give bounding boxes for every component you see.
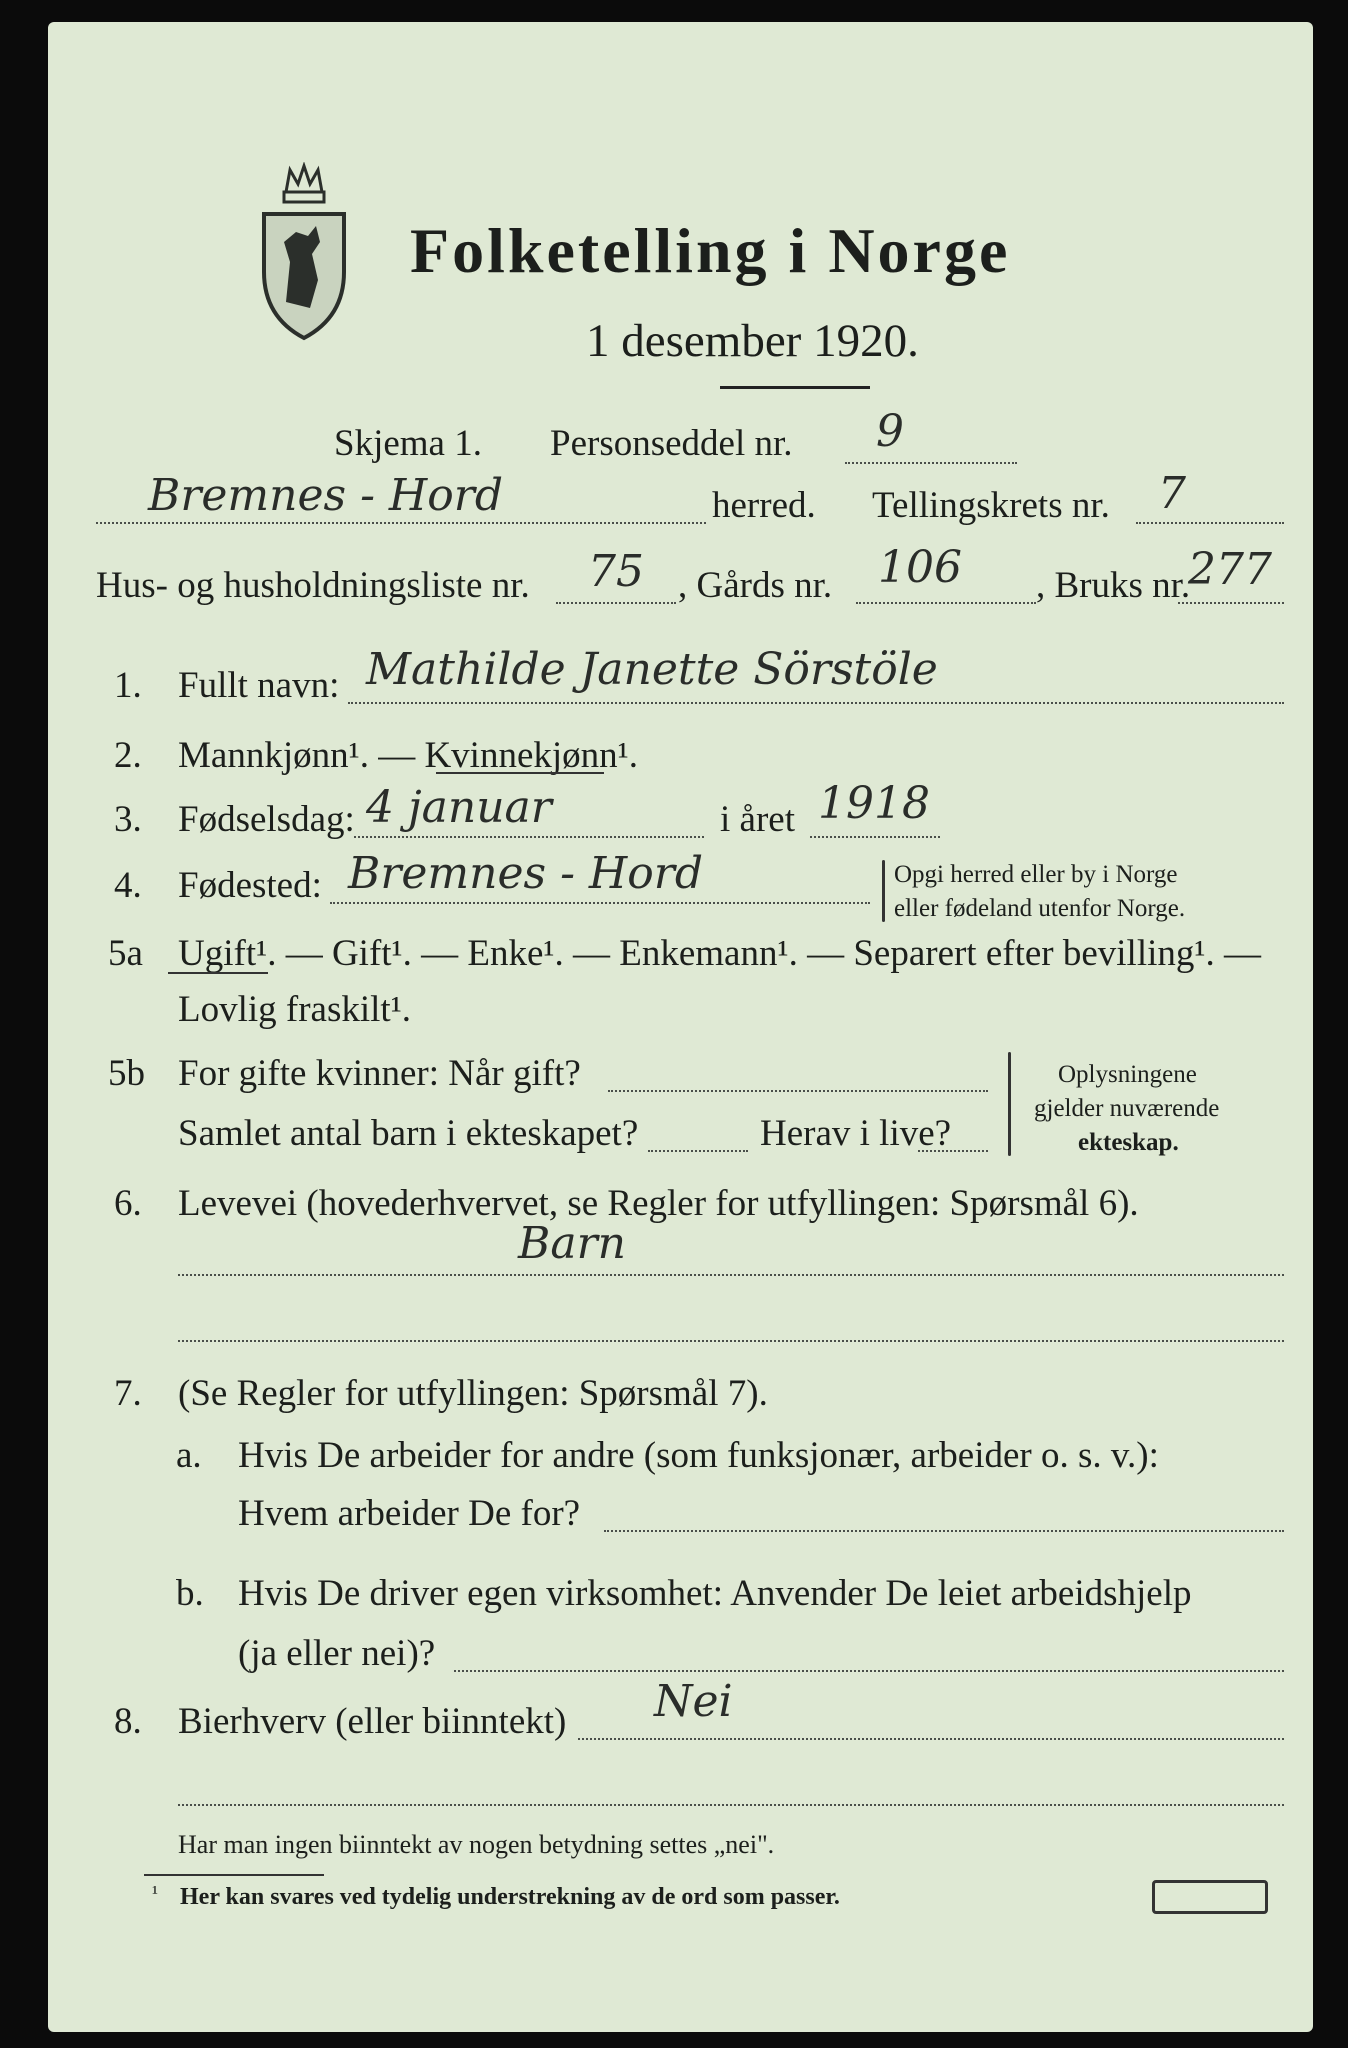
employer-field[interactable] [604,1530,1284,1532]
q7-number: 7. [114,1373,142,1414]
herred-label: herred. [712,485,816,526]
q5a-options-line2: Lovlig fraskilt¹. [178,989,412,1030]
occupation-field[interactable] [178,1274,1284,1276]
full-name-field[interactable] [348,702,1284,704]
krets-value: 7 [1158,468,1186,519]
bruks-field[interactable] [1178,602,1284,604]
krets-field[interactable] [1136,522,1284,524]
occupation-field-2[interactable] [178,1340,1284,1342]
q5b-number: 5b [108,1053,145,1094]
kvinnekjonn-underline [436,772,604,774]
q7a-question: Hvis De arbeider for andre (som funksjonær, arbeider o. s. v.): [238,1435,1159,1476]
gards-value: 106 [878,542,962,593]
personseddel-field[interactable] [845,462,1017,464]
q7b-question: Hvis De driver egen virksomhet: Anvender De leiet arbeidshjelp [238,1573,1192,1614]
birthyear-value: 1918 [818,778,930,829]
q8-number: 8. [114,1701,142,1742]
q5b-alive-label: Herav i live? [760,1113,952,1154]
printer-stamp [1152,1880,1268,1914]
birthday-field[interactable] [354,836,704,838]
herred-field[interactable] [96,522,706,524]
personseddel-label: Personseddel nr. [550,423,793,464]
side-income-value: Nei [654,1676,733,1727]
q4-label: Fødested: [178,865,322,906]
q5b-children-label: Samlet antal barn i ekteskapet? [178,1113,639,1154]
q1-label: Fullt navn: [178,665,340,706]
q7a-letter: a. [176,1435,202,1476]
q4-number: 4. [114,865,142,906]
q5a-number: 5a [108,933,143,974]
side-income-field-2[interactable] [178,1804,1284,1806]
census-date: 1 desember 1920. [586,315,919,367]
schema-label: Skjema 1. [334,423,482,464]
side-income-field[interactable] [578,1738,1284,1740]
q8-label: Bierhverv (eller biinntekt) [178,1701,567,1742]
bruks-label: , Bruks nr. [1036,565,1191,606]
q5a-options: Ugift¹. — Gift¹. — Enke¹. — Enkemann¹. — Separert efter bevilling¹. — [178,933,1261,974]
birthplace-note-2: eller fødeland utenfor Norge. [894,895,1186,922]
q7b-hired-help-label: (ja eller nei)? [238,1633,436,1674]
q1-number: 1. [114,665,142,706]
full-name-value: Mathilde Janette Sörstöle [366,644,938,695]
married-date-field[interactable] [608,1090,988,1092]
bruks-value: 277 [1188,544,1272,595]
herred-value: Bremnes - Hord [148,470,503,521]
divider [720,386,870,389]
birthplace-note-1: Opgi herred eller by i Norge [894,861,1178,888]
personseddel-value: 9 [876,406,904,457]
children-alive-field[interactable] [918,1150,988,1152]
birthplace-field[interactable] [330,902,870,904]
q3-number: 3. [114,799,142,840]
birthplace-value: Bremnes - Hord [348,848,703,899]
children-count-field[interactable] [648,1150,748,1152]
q5b-married-label: For gifte kvinner: Når gift? [178,1053,581,1094]
q6-label: Levevei (hovederhvervet, se Regler for utfyllingen: Spørsmål 6). [178,1183,1139,1224]
marriage-note-3: ekteskap. [1078,1129,1179,1156]
footnote-text: Her kan svares ved tydelig understrekning av de ord som passer. [180,1884,840,1910]
birthyear-label: i året [720,799,795,840]
nei-instruction: Har man ingen biinntekt av nogen betydning settes „nei". [178,1830,775,1859]
q6-number: 6. [114,1183,142,1224]
birthday-value: 4 januar [366,782,552,833]
brace [1008,1052,1011,1156]
gards-field[interactable] [856,602,1036,604]
husliste-field[interactable] [556,602,676,604]
brace [882,860,885,922]
husliste-label: Hus- og husholdningsliste nr. [96,565,530,606]
footnote-number: ¹ [152,1882,158,1904]
hired-help-field[interactable] [454,1670,1284,1672]
marriage-note-2: gjelder nuværende [1034,1095,1220,1122]
q7a-employer-label: Hvem arbeider De for? [238,1493,581,1534]
q2-label: Mannkjønn¹. — Kvinnekjønn¹. [178,735,638,776]
norway-coat-of-arms-icon [256,162,352,342]
census-form [48,22,1313,2032]
q3-label: Fødselsdag: [178,799,355,840]
krets-label: Tellingskrets nr. [872,485,1110,526]
marriage-note-1: Oplysningene [1058,1061,1197,1088]
ugift-underline [168,972,268,974]
husliste-value: 75 [588,546,644,597]
occupation-value: Barn [518,1218,626,1269]
q7-label: (Se Regler for utfyllingen: Spørsmål 7). [178,1373,768,1414]
gards-label: , Gårds nr. [678,565,833,606]
birthyear-field[interactable] [810,836,940,838]
form-title: Folketelling i Norge [410,215,1011,286]
q7b-letter: b. [176,1573,204,1614]
q2-number: 2. [114,735,142,776]
footnote-divider [144,1874,324,1876]
